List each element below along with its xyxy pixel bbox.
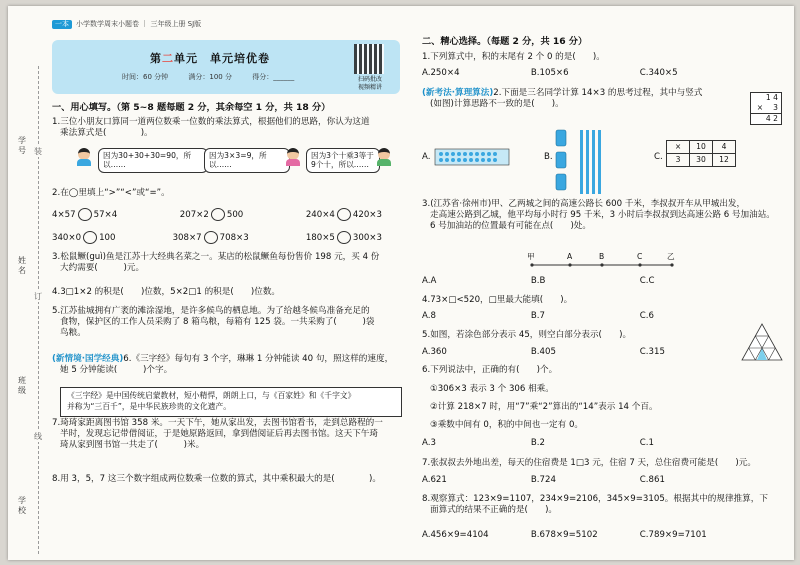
compare-circle[interactable]: [204, 231, 218, 244]
option-c[interactable]: C.: [654, 152, 663, 162]
option-b[interactable]: B.B: [530, 276, 546, 286]
compare-circle[interactable]: [83, 231, 97, 244]
worksheet-page: [8, 6, 794, 560]
series-name: 小学数学周末小题卷: [76, 20, 139, 28]
qr-code-icon[interactable]: [354, 44, 384, 74]
binding-mark: 线: [34, 432, 42, 441]
options-row: [422, 276, 752, 287]
option-a[interactable]: A.621: [422, 475, 447, 485]
section-heading: 一、用心填写。（第 5~8 题每题 2 分，其余每空 1 分，共 18 分）: [52, 102, 331, 113]
option-b[interactable]: B.724: [530, 475, 556, 485]
area-model-table: × 10 4 3 30 12: [666, 140, 736, 167]
compare-circle[interactable]: [337, 208, 351, 221]
option-c[interactable]: C.789×9=7101: [639, 530, 707, 540]
child-avatar-icon: [76, 148, 92, 166]
cut-line: [38, 66, 39, 554]
culture-note-box: 《三字经》是中国传统启蒙教材，短小精悍，朗朗上口，与《百家姓》和《千字文》 并称为“三百千”，是中华民族珍贵的文化遗产。: [60, 387, 402, 417]
option-b[interactable]: B.7: [530, 311, 545, 321]
option-b[interactable]: B.405: [530, 347, 556, 357]
question-tag: (新考法·算理算法): [422, 88, 494, 98]
school-label: 学校: [18, 496, 26, 515]
compare-row: 4×57 57×4 207×2 500 240×4 420×3: [52, 210, 382, 220]
choice-question-3: 3.(江苏省·徐州市)甲、乙两城之间的高速公路长 600 千米，李叔叔开车从甲城出发， 走高速公路到乙城，他平均每小时行 95 千米，3 小时后李叔叔到达高速公路 6 号加油站。 6 号加油站的位置最有可能在点( )处。: [422, 199, 775, 232]
option-c[interactable]: C.340×5: [639, 68, 678, 78]
option-c[interactable]: C.C: [639, 276, 655, 286]
vertical-multiplication: 1 4 × 3 4 2: [750, 92, 782, 125]
option-b[interactable]: B.678×9=5102: [530, 530, 598, 540]
highway-number-line: [522, 250, 682, 274]
speech-bubble: 因为3个十乘3等于9个十，所以……: [306, 148, 380, 173]
statement: ①306×3 表示 3 个 306 相乘。: [430, 384, 554, 394]
option-a[interactable]: A.456×9=4104: [422, 530, 489, 540]
options-row: [422, 311, 752, 322]
options-row: [422, 438, 752, 449]
choice-question-5: 5.如图，若涂色部分表示 45，则空白部分表示( )。: [422, 330, 632, 340]
binding-margin: [16, 66, 52, 556]
option-a[interactable]: A.360: [422, 347, 447, 357]
exam-meta: [122, 73, 312, 82]
choice-question-7: 7.张叔叔去外地出差，每天的住宿费是 1□3 元，住宿 7 天，总住宿费可能是( )元。: [422, 458, 756, 468]
option-c[interactable]: C.861: [639, 475, 665, 485]
score-field[interactable]: 得分：______: [252, 73, 295, 81]
class-label: 班级: [18, 376, 26, 395]
question-8: 8.用 3，5，7 这三个数字组成两位数乘一位数的算式，其中乘积最大的是( )。: [52, 474, 381, 484]
option-b[interactable]: B.: [544, 152, 553, 162]
time-limit: 时间：60 分钟: [122, 73, 169, 81]
question-5: 5.江苏盐城拥有广袤的滩涂湿地，是许多候鸟的栖息地。为了给越冬候鸟准备充足的 食物，保护区的工作人员采购了 8 箱鸟粮，每箱有 125 袋。一共采购了( )袋 鸟粮。: [52, 306, 375, 339]
name-label: 姓名: [18, 256, 26, 275]
section-heading: 二、精心选择。（每题 2 分，共 16 分）: [422, 36, 588, 47]
question-4: 4.3□1×2 的积是( )位数，5×2□1 的积是( )位数。: [52, 287, 281, 297]
question-tag: (新情境·国学经典): [52, 354, 124, 364]
speech-bubble: 因为3×3=9，所以……: [204, 148, 290, 173]
options-row: [422, 68, 752, 79]
point-label: A: [567, 252, 573, 261]
choice-question-6: 6.下列说法中，正确的有( )个。: [422, 365, 558, 375]
student-id-label: 学号: [18, 136, 26, 155]
question-7: 7.琦琦家距离图书馆 358 米。一天下午，她从家出发，去图书馆看书，走到总路程的一 半时，发现忘记带借阅证，于是她原路返回，拿到借阅证后再去图书馆。这天下午琦 琦从家到图书馆一共走了( )米。: [52, 418, 383, 451]
full-score: 满分：100 分: [188, 73, 232, 81]
child-avatar-icon: [376, 148, 392, 166]
binding-mark: 装: [34, 147, 42, 156]
option-a[interactable]: A.250×4: [422, 68, 460, 78]
point-label: C: [637, 252, 643, 261]
question-3: 3.松鼠鳜(guì)鱼是江苏十大经典名菜之一。某店的松鼠鳜鱼每份售价 198 元，买 4 份 大约需要( )元。: [52, 252, 380, 274]
choice-question-4: 4.73×□<520，□里最大能填( )。: [422, 295, 573, 305]
choice-question-1: 1.下列算式中，积的末尾有 2 个 0 的是( )。: [422, 52, 605, 62]
options-row: [422, 475, 752, 486]
option-a[interactable]: A.: [422, 152, 431, 162]
statement: ②计算 218×7 时，用“7”乘“2”算出的“14”表示 14 个百。: [430, 402, 658, 412]
point-label: B: [599, 252, 605, 261]
qr-caption: 扫码批改 视频精讲: [357, 76, 382, 91]
question-1: 1.三位小朋友口算同一道两位数乘一位数的乘法算式，根据他们的思路，你认为这道 乘法算式是( )。: [52, 117, 370, 139]
choice-question-2: (新考法·算理算法)2.下面是三名同学计算 14×3 的思考过程，其中与竖式 (如图)计算思路不一致的是( )。: [422, 88, 703, 110]
options-row: [422, 530, 752, 541]
option-c[interactable]: C.315: [639, 347, 665, 357]
compare-circle[interactable]: [337, 231, 351, 244]
title-banner: [52, 40, 400, 94]
child-avatar-icon: [285, 148, 301, 166]
option-b[interactable]: B.105×6: [530, 68, 569, 78]
triangle-grid-diagram: [740, 322, 784, 362]
question-2: 2.在◯里填上“>”“<”或“=”。: [52, 188, 170, 198]
choice-question-8: 8.观察算式：123×9=1107，234×9=2106，345×9=3105。根据其中的规律推算，下 面算式的结果不正确的是( )。: [422, 494, 768, 516]
brand-logo: 一本: [52, 20, 72, 29]
counting-sticks-diagram: [554, 126, 614, 198]
point-label: 甲: [527, 252, 535, 261]
compare-row: 340×0 100 308×7 708×3 180×5 300×3: [52, 233, 382, 243]
point-label: 乙: [667, 252, 675, 261]
options-row: [422, 347, 752, 358]
bead-counters-diagram: [434, 146, 512, 168]
statement: ③乘数中间有 0，积的中间也一定有 0。: [430, 420, 584, 430]
compare-circle[interactable]: [78, 208, 92, 221]
header-bar: 一本 小学数学周末小题卷 ｜ 三年级上册 SJ版: [52, 20, 201, 29]
binding-mark: 订: [34, 292, 42, 301]
option-c[interactable]: C.6: [639, 311, 654, 321]
compare-circle[interactable]: [211, 208, 225, 221]
option-a[interactable]: A.3: [422, 438, 436, 448]
option-a[interactable]: A.A: [422, 276, 437, 286]
question-6: (新情境·国学经典)6.《三字经》每句有 3 个字，琳琳 1 分钟能读 40 句，照这样的速度， 她 5 分钟能读( )个字。: [52, 354, 394, 376]
page-title: 第二单元 单元培优卷: [150, 52, 270, 65]
speech-bubble: 因为30+30+30=90，所以……: [98, 148, 208, 173]
option-c[interactable]: C.1: [639, 438, 654, 448]
option-a[interactable]: A.8: [422, 311, 436, 321]
option-b[interactable]: B.2: [530, 438, 545, 448]
grade-label: 三年级上册 SJ版: [150, 20, 202, 28]
